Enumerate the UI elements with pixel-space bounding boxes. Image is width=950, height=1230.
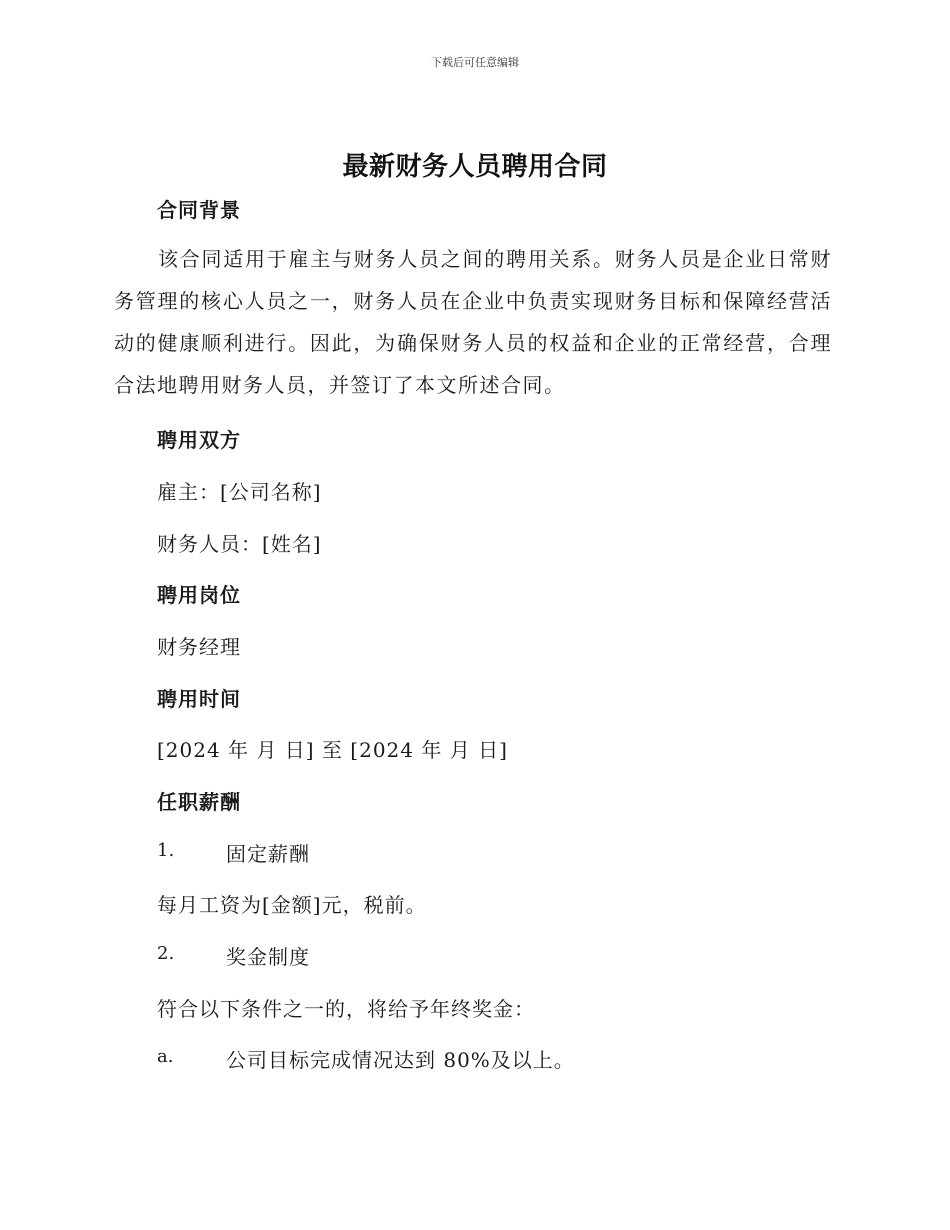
document-title: 最新财务人员聘用合同 — [342, 152, 608, 182]
header-note: 下载后可任意编辑 — [431, 56, 519, 69]
section-heading-salary: 任职薪酬 — [157, 790, 241, 814]
list-item-label: 固定薪酬 — [226, 842, 310, 866]
list-item-detail: 每月工资为[金额]元，税前。 — [157, 893, 427, 917]
section-heading-background: 合同背景 — [157, 198, 241, 222]
list-item-label: 奖金制度 — [226, 945, 310, 969]
section-heading-period: 聘用时间 — [157, 687, 241, 711]
section-heading-parties: 聘用双方 — [157, 428, 241, 452]
sub-list-item-label: 公司目标完成情况达到 80%及以上。 — [226, 1048, 575, 1072]
list-item-detail: 符合以下条件之一的，将给予年终奖金： — [157, 997, 535, 1021]
list-number: 2. — [157, 943, 175, 964]
sub-list-number: a. — [157, 1046, 174, 1067]
employer-line: 雇主：[公司名称] — [157, 480, 322, 504]
staff-line: 财务人员：[姓名] — [157, 532, 322, 556]
background-paragraph: 该合同适用于雇主与财务人员之间的聘用关系。财务人员是企业日常财务管理的核心人员之一，财务人员在企业中负责实现财务目标和保障经营活动的健康顺利进行。因此，为确保财务人员的权益和企业的正常经营，合理合法地聘用财务人员，并签订了本文所述合同。 — [114, 247, 832, 397]
period-value: [2024 年 月 日] 至 [2024 年 月 日] — [157, 738, 508, 762]
position-value: 财务经理 — [157, 635, 241, 659]
list-number: 1. — [157, 840, 175, 861]
section-heading-position: 聘用岗位 — [157, 583, 241, 607]
